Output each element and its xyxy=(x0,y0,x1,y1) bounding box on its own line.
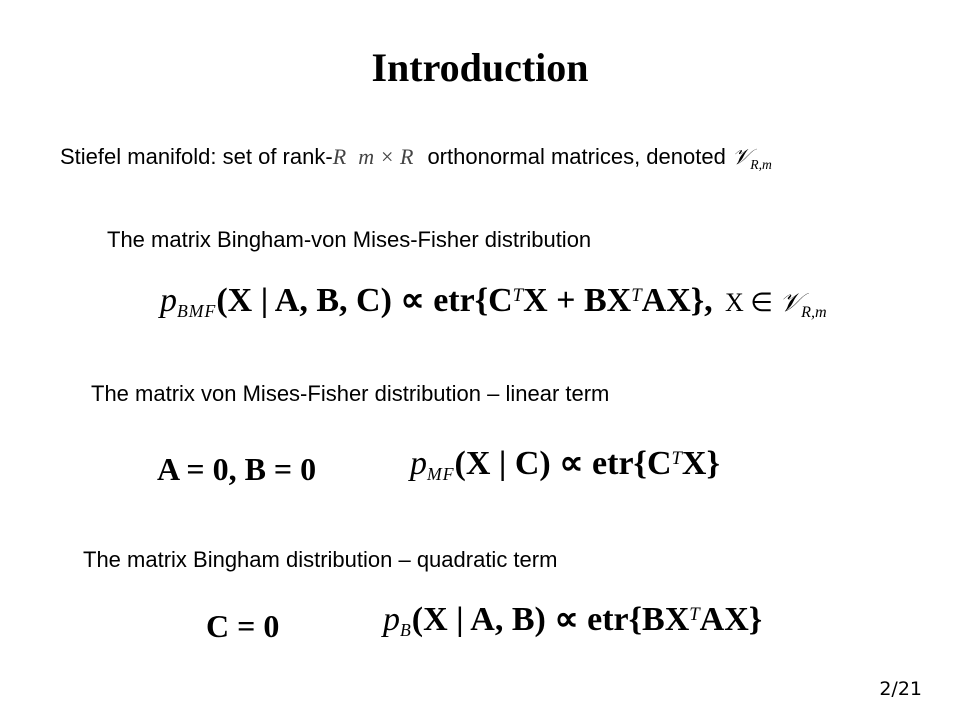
bingham-formula: pB(X | A, $B) \propto etr\{BX^TAX\}$ xyxy=(383,601,763,641)
page-number: 2/21 xyxy=(879,678,922,700)
mf-heading: The matrix von Mises-Fisher distribution – linear term xyxy=(91,381,610,406)
bingham-condition: C = 0 xyxy=(206,608,280,644)
stiefel-rank-symbol: R xyxy=(332,144,347,169)
bmf-heading: The matrix Bingham-von Mises-Fisher distribution xyxy=(107,227,592,252)
bmf-formula: pBMF(X | A, B, $C) \propto etr\{C^TX + BX^TAX\}$, xyxy=(160,282,713,322)
stiefel-text-after: orthonormal matrices, denoted xyxy=(427,144,726,169)
slide-title: Introduction xyxy=(371,45,589,90)
bingham-heading: The matrix Bingham distribution – quadratic term xyxy=(83,547,558,572)
bmf-domain: X ∈ 𝒱$_{R,m}$ xyxy=(725,288,827,322)
mf-condition: A = 0, B = 0 xyxy=(157,451,317,487)
stiefel-manifold-symbol: 𝒱$_{R,m}$ xyxy=(731,145,772,173)
mf-formula: pMF(X | $C) \propto etr\{C^TX\}$ xyxy=(410,445,720,485)
stiefel-definition xyxy=(60,143,772,174)
stiefel-text-before: Stiefel manifold: set of rank- xyxy=(60,144,333,169)
stiefel-dims: m × R xyxy=(358,144,414,169)
